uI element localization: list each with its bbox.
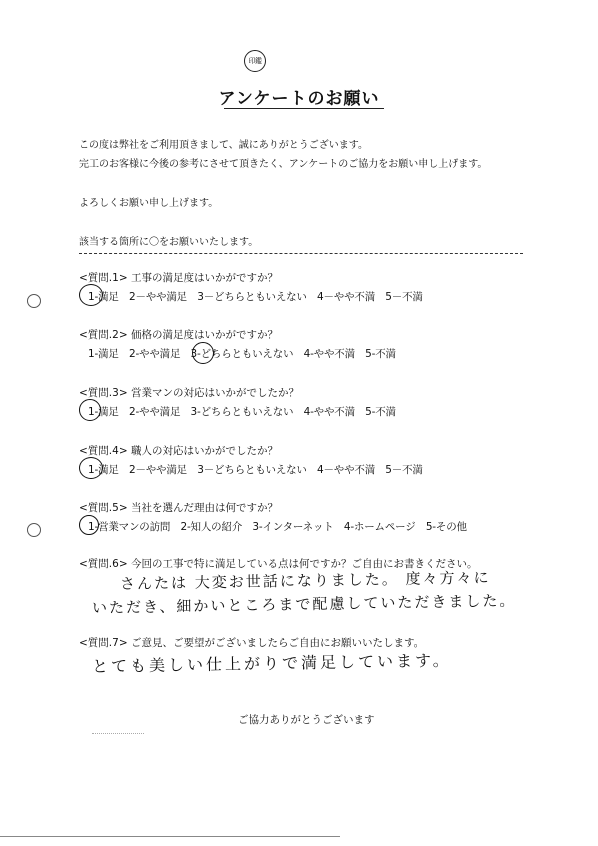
question-1-label: <質問.1> 工事の満足度はいかがですか？ [79,272,278,284]
question-1-options[interactable]: 1-満足 2－やや満足 3－どちらともいえない 4－やや不満 5－不満 [88,291,423,303]
dashed-separator [79,253,523,254]
page-title: アンケートのお願い [218,89,380,109]
margin-circle [27,523,41,537]
question-7-answer[interactable]: とても美しい仕上がりで満足しています。 [91,650,452,676]
intro-line-1: この度は弊社をご利用頂きまして、誠にありがとうございます。 [79,140,368,151]
question-5-options[interactable]: 1-営業マンの訪問 2-知人の紹介 3-インターネット 4-ホームページ 5-その他 [88,521,467,533]
question-6-answer-line-2[interactable]: いただき、細かいところまで配慮していただきました。 [91,591,517,617]
margin-circle [27,294,41,308]
question-2-options[interactable]: 1-満足 2-やや満足 3-どちらともいえない 4-やや不満 5-不満 [88,348,396,360]
question-6-answer-line-1[interactable]: さんたは 大変お世話になりました。 度々方々に [119,568,491,593]
answer-circle-mark [192,342,214,364]
question-6-label: <質問.6> 今回の工事で特に満足している点は何ですか？ご自由にお書きください。 [79,558,478,570]
footer-thanks: ご協力ありがとうございます [238,714,375,726]
seal-stamp [244,50,266,72]
intro-line-2: 完工のお客様に今後の参考にさせて頂きたく、アンケートのご協力をお願い申し上げます。 [79,159,488,170]
question-7-label: <質問.7> ご意見、ご要望がございましたらご自由にお願いいたします。 [79,637,425,649]
question-4-label: <質問.4> 職人の対応はいかがでしたか？ [79,445,278,457]
seal-stamp-text: 印鑑 [248,56,262,65]
faint-mark [92,733,144,734]
intro-line-3: よろしくお願い申し上げます。 [79,198,219,209]
bottom-rule [0,836,340,837]
answer-circle-mark [79,284,103,306]
answer-circle-mark [79,515,99,535]
intro-line-4: 該当する箇所に〇をお願いいたします。 [79,237,259,248]
question-5-label: <質問.5> 当社を選んだ理由は何ですか？ [79,502,278,514]
question-2-label: <質問.2> 価格の満足度はいかがですか？ [79,329,278,341]
answer-circle-mark [79,399,101,421]
question-3-label: <質問.3> 営業マンの対応はいかがでしたか？ [79,387,299,399]
question-4-options[interactable]: 1-満足 2－やや満足 3－どちらともいえない 4－やや不満 5－不満 [88,464,423,476]
question-3-options[interactable]: 1-満足 2-やや満足 3-どちらともいえない 4-やや不満 5-不満 [88,406,396,418]
title-underline [224,108,384,109]
answer-circle-mark [79,457,103,479]
